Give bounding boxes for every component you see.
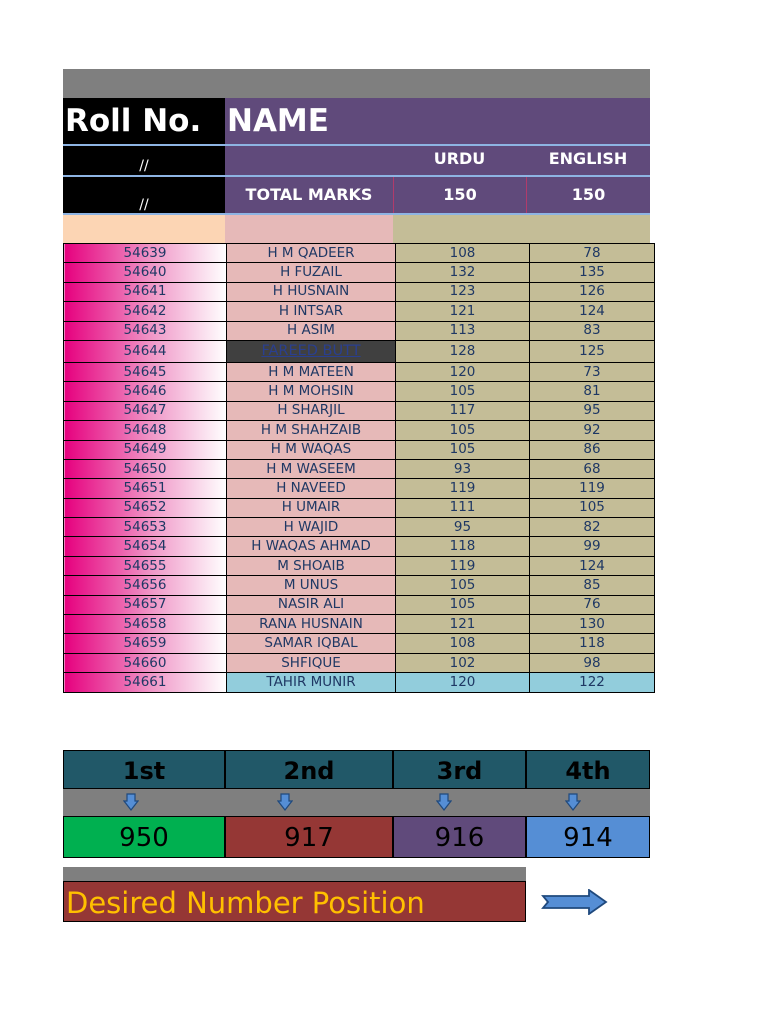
roll-cell[interactable]: 54660	[64, 653, 227, 672]
urdu-marks-cell[interactable]: 120	[396, 362, 530, 381]
name-cell[interactable]: H M MATEEN	[227, 362, 396, 381]
table-row	[64, 673, 655, 692]
urdu-marks-cell[interactable]: 118	[396, 537, 530, 556]
english-marks-cell[interactable]: 105	[530, 498, 655, 517]
roll-cell[interactable]: 54661	[64, 673, 227, 692]
name-cell[interactable]: H NAVEED	[227, 479, 396, 498]
down-arrow-icon	[436, 793, 452, 811]
urdu-marks-cell[interactable]: 95	[396, 518, 530, 537]
roll-cell[interactable]: 54650	[64, 459, 227, 478]
name-cell[interactable]: M SHOAIB	[227, 556, 396, 575]
table-row	[64, 340, 655, 362]
name-cell[interactable]: SAMAR IQBAL	[227, 634, 396, 653]
urdu-marks-cell[interactable]: 105	[396, 382, 530, 401]
header-grey-band	[63, 69, 650, 98]
position-1st-header[interactable]: 1st	[63, 750, 225, 789]
urdu-marks-cell[interactable]: 119	[396, 479, 530, 498]
roll-cell[interactable]: 54641	[64, 282, 227, 301]
name-header[interactable]: NAME	[225, 98, 650, 144]
english-marks-cell[interactable]: 122	[530, 673, 655, 692]
urdu-marks-cell[interactable]: 93	[396, 459, 530, 478]
english-marks-cell[interactable]: 130	[530, 615, 655, 634]
name-cell[interactable]: H ASIM	[227, 321, 396, 340]
table-row	[64, 263, 655, 282]
roll-total-cell[interactable]: //	[63, 177, 225, 213]
position-4th-total[interactable]: 914	[526, 816, 650, 858]
roll-cell[interactable]: 54648	[64, 421, 227, 440]
down-arrow-icon	[277, 793, 293, 811]
urdu-marks-cell[interactable]: 105	[396, 440, 530, 459]
table-row	[64, 615, 655, 634]
table-row	[64, 362, 655, 381]
english-marks-cell[interactable]: 125	[530, 340, 655, 362]
name-cell[interactable]: NASIR ALI	[227, 595, 396, 614]
name-cell[interactable]: H M SHAHZAIB	[227, 421, 396, 440]
english-marks-cell[interactable]: 68	[530, 459, 655, 478]
position-3rd-header[interactable]: 3rd	[393, 750, 526, 789]
position-2nd-header[interactable]: 2nd	[225, 750, 393, 789]
english-marks-cell[interactable]: 124	[530, 556, 655, 575]
name-cell[interactable]: FAREED BUTT	[227, 340, 396, 362]
roll-cell[interactable]: 54643	[64, 321, 227, 340]
english-marks-cell[interactable]: 76	[530, 595, 655, 614]
table-row	[64, 282, 655, 301]
english-marks-cell[interactable]: 98	[530, 653, 655, 672]
roll-cell[interactable]: 54657	[64, 595, 227, 614]
table-row	[64, 498, 655, 517]
roll-cell[interactable]: 54640	[64, 263, 227, 282]
name-cell[interactable]: H FUZAIL	[227, 263, 396, 282]
english-marks-cell[interactable]: 99	[530, 537, 655, 556]
english-header[interactable]: ENGLISH	[526, 146, 650, 175]
english-marks-cell[interactable]: 135	[530, 263, 655, 282]
english-total-marks[interactable]: 150	[526, 177, 650, 213]
english-marks-cell[interactable]: 124	[530, 302, 655, 321]
down-arrow-icon	[565, 793, 581, 811]
urdu-header[interactable]: URDU	[393, 146, 526, 175]
english-marks-cell[interactable]: 86	[530, 440, 655, 459]
table-row	[64, 556, 655, 575]
urdu-marks-cell[interactable]: 108	[396, 634, 530, 653]
roll-cell[interactable]: 54649	[64, 440, 227, 459]
urdu-marks-cell[interactable]: 121	[396, 302, 530, 321]
table-row	[64, 518, 655, 537]
table-row	[64, 576, 655, 595]
roll-cell[interactable]: 54647	[64, 401, 227, 420]
down-arrow-icon	[123, 793, 139, 811]
urdu-marks-cell[interactable]: 102	[396, 653, 530, 672]
urdu-marks-cell[interactable]: 119	[396, 556, 530, 575]
english-marks-cell[interactable]: 126	[530, 282, 655, 301]
urdu-marks-cell[interactable]: 111	[396, 498, 530, 517]
urdu-marks-cell[interactable]: 105	[396, 421, 530, 440]
name-cell[interactable]: H WAQAS AHMAD	[227, 537, 396, 556]
name-cell[interactable]: H M QADEER	[227, 244, 396, 263]
roll-cell[interactable]: 54658	[64, 615, 227, 634]
table-row	[64, 321, 655, 340]
position-4th-header[interactable]: 4th	[526, 750, 650, 789]
roll-cell[interactable]: 54659	[64, 634, 227, 653]
table-row	[64, 653, 655, 672]
english-marks-cell[interactable]: 85	[530, 576, 655, 595]
roll-no-header[interactable]: Roll No.	[63, 98, 225, 144]
urdu-marks-cell[interactable]: 105	[396, 576, 530, 595]
table-row	[64, 440, 655, 459]
total-marks-label[interactable]: TOTAL MARKS	[225, 177, 393, 213]
name-cell[interactable]: H UMAIR	[227, 498, 396, 517]
english-marks-cell[interactable]: 78	[530, 244, 655, 263]
english-marks-cell[interactable]: 92	[530, 421, 655, 440]
urdu-total-marks[interactable]: 150	[393, 177, 526, 213]
roll-cell[interactable]: 54654	[64, 537, 227, 556]
right-arrow-icon[interactable]	[540, 889, 608, 915]
marks-table-body	[64, 244, 655, 693]
english-marks-cell[interactable]: 82	[530, 518, 655, 537]
name-cell[interactable]: RANA HUSNAIN	[227, 615, 396, 634]
roll-cell[interactable]: 54642	[64, 302, 227, 321]
english-marks-cell[interactable]: 73	[530, 362, 655, 381]
table-row	[64, 302, 655, 321]
position-2nd-total[interactable]: 917	[225, 816, 393, 858]
roll-cell[interactable]: 54655	[64, 556, 227, 575]
urdu-marks-cell[interactable]: 132	[396, 263, 530, 282]
arrow-band	[63, 789, 650, 816]
table-row	[64, 459, 655, 478]
urdu-marks-cell[interactable]: 108	[396, 244, 530, 263]
urdu-marks-cell[interactable]: 128	[396, 340, 530, 362]
roll-cell[interactable]: 54656	[64, 576, 227, 595]
roll-cell[interactable]: 54653	[64, 518, 227, 537]
roll-cell[interactable]: 54644	[64, 340, 227, 362]
roll-cell[interactable]: 54646	[64, 382, 227, 401]
name-cell[interactable]: H M WAQAS	[227, 440, 396, 459]
position-1st-total[interactable]: 950	[63, 816, 225, 858]
marks-table	[63, 243, 655, 693]
name-subheader-cell[interactable]	[225, 146, 393, 175]
table-row	[64, 421, 655, 440]
urdu-marks-cell[interactable]: 105	[396, 595, 530, 614]
english-marks-cell[interactable]: 81	[530, 382, 655, 401]
name-cell[interactable]: H SHARJIL	[227, 401, 396, 420]
name-cell[interactable]: M UNUS	[227, 576, 396, 595]
table-row	[64, 479, 655, 498]
table-row	[64, 634, 655, 653]
name-cell[interactable]: H INTSAR	[227, 302, 396, 321]
english-marks-cell[interactable]: 118	[530, 634, 655, 653]
table-row	[64, 401, 655, 420]
name-cell[interactable]: H HUSNAIN	[227, 282, 396, 301]
urdu-marks-cell[interactable]: 121	[396, 615, 530, 634]
urdu-marks-cell[interactable]: 123	[396, 282, 530, 301]
table-row	[64, 244, 655, 263]
table-row	[64, 537, 655, 556]
name-cell[interactable]: SHFIQUE	[227, 653, 396, 672]
english-marks-cell[interactable]: 119	[530, 479, 655, 498]
english-marks-cell[interactable]: 83	[530, 321, 655, 340]
urdu-marks-cell[interactable]: 120	[396, 673, 530, 692]
roll-cell[interactable]: 54645	[64, 362, 227, 381]
roll-cell[interactable]: 54652	[64, 498, 227, 517]
marks-blank-cell[interactable]	[393, 215, 650, 244]
urdu-marks-cell[interactable]: 117	[396, 401, 530, 420]
roll-cell[interactable]: 54651	[64, 479, 227, 498]
roll-cell[interactable]: 54639	[64, 244, 227, 263]
position-3rd-total[interactable]: 916	[393, 816, 526, 858]
name-cell[interactable]: H M WASEEM	[227, 459, 396, 478]
urdu-marks-cell[interactable]: 113	[396, 321, 530, 340]
name-cell[interactable]: H WAJID	[227, 518, 396, 537]
desired-grey-band	[63, 867, 526, 881]
name-cell[interactable]: TAHIR MUNIR	[227, 673, 396, 692]
table-row	[64, 382, 655, 401]
table-row	[64, 595, 655, 614]
english-marks-cell[interactable]: 95	[530, 401, 655, 420]
name-cell[interactable]: H M MOHSIN	[227, 382, 396, 401]
desired-number-position-label[interactable]: Desired Number Position	[63, 881, 526, 922]
roll-subheader-cell[interactable]: //	[63, 146, 225, 175]
name-blank-cell[interactable]	[225, 215, 393, 244]
roll-blank-cell[interactable]	[63, 215, 225, 244]
